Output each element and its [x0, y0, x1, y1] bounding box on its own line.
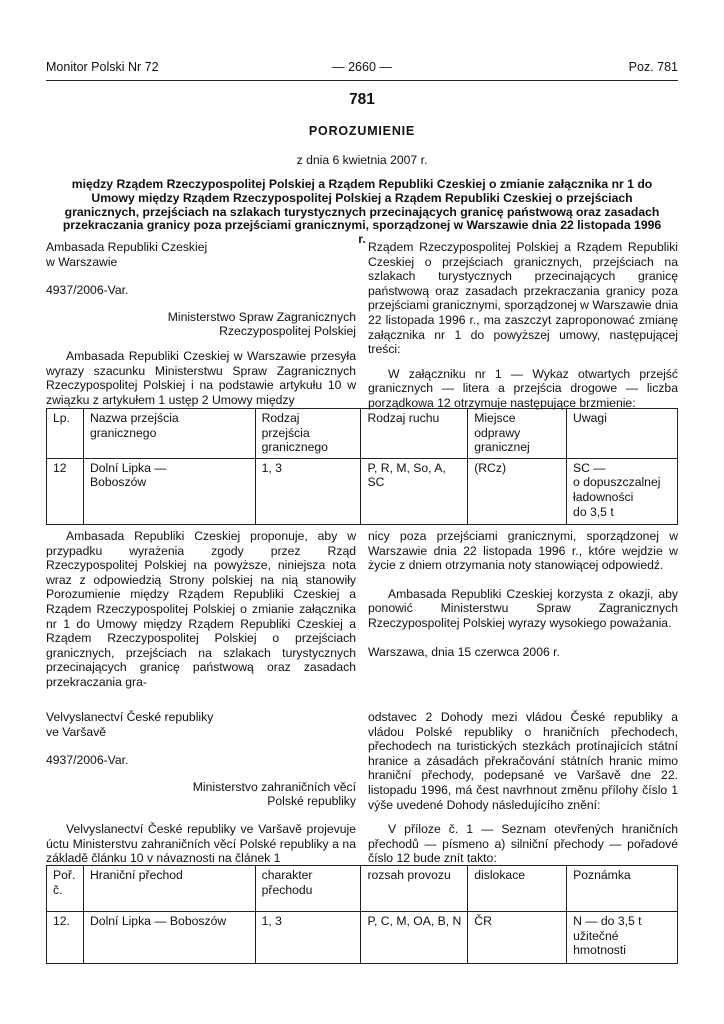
table-header-cell: rozsah provozu	[361, 866, 468, 912]
polish-paragraph-2: W załączniku nr 1 — Wykaz otwartych przejść granicznych — litera a przejścia drogowe — liczba porządkowa 12 otrzymuje następujące brzmienie:	[368, 366, 678, 410]
table-header-cell: Poznámka	[567, 866, 678, 912]
table-header-cell: Hraniční přechod	[83, 866, 255, 912]
polish-crossing-table	[46, 408, 678, 525]
polish-note-right-column	[368, 240, 678, 411]
table-row	[47, 912, 678, 964]
polish-paragraph-3b: nicy poza przejściami granicznymi, sporządzonej w Warszawie dnia 22 listopada 1996 r., które wejdzie w życie z dniem otrzymania noty stanowiącej odpowiedź.	[368, 529, 678, 573]
table-cell: N — do 3,5 t užitečné hmotnosti	[567, 912, 678, 964]
czech-reference: 4937/2006-Var.	[46, 753, 129, 768]
table-cell: ČR	[468, 912, 567, 964]
czech-paragraph-1b: odstavec 2 Dohody mezi vládou České republiky a vládou Polské republiky o hraničních přechodech, přechodech na turistických stezkách protínajících státní hranice a zásadách překračování státních hranic mimo hraniční přechody, podepsané ve Varšavě dne 22. listopadu 1996, má čest navrhnout změnu přílohy číslo 1 výše uvedené Dohody následujícího znění:	[368, 710, 678, 812]
polish-addressee: Ministerstwo Spraw Zagranicznych Rzeczypospolitej Polskiej	[167, 309, 356, 339]
table-header-row	[47, 866, 678, 912]
table-header-cell: Nazwa przejścia granicznego	[83, 409, 255, 459]
document-subtitle: między Rządem Rzeczypospolitej Polskiej a Rządem Republiki Czeskiej o zmianie załącznika nr 1 do Umowy między Rządem Rzeczypospolitej Polskiej a Rządem Republiki Czeskiej o przejściach granicznych, przejściach na szlakach turystycznych przecinających granicę państwową oraz zasadach przekraczania granicy poza przejściami granicznymi, sporządzonej w Warszawie dnia 22 listopada 1996 r.	[62, 177, 662, 247]
running-header-right: Poz. 781	[628, 60, 678, 74]
table-header-cell: Uwagi	[567, 409, 678, 459]
table-header-cell: Poř. č.	[47, 866, 84, 912]
polish-reference: 4937/2006-Var.	[46, 283, 129, 298]
table-cell: SC — o dopuszczalnej ładowności do 3,5 t	[567, 458, 678, 524]
czech-paragraph-2: V příloze č. 1 — Seznam otevřených hraničních přechodů — písmeno a) silniční přechody — pořadové číslo 12 bude znít takto:	[368, 822, 678, 866]
document-title: POROZUMIENIE	[308, 124, 416, 138]
czech-note-right-column	[368, 710, 678, 866]
polish-place-date: Warszawa, dnia 15 czerwca 2006 r.	[368, 644, 560, 659]
table-header-cell: Lp.	[47, 409, 84, 459]
table-cell: (RCz)	[468, 458, 567, 524]
czech-paragraph-1a: Velvyslanectví České republiky ve Varšavě projevuje úctu Ministerstvu zahraničních věcí Polské republiky a na základě článku 10 v návaznosti na článek 1	[46, 821, 356, 866]
header-rule	[46, 80, 678, 81]
czech-crossing-table	[46, 865, 678, 964]
document-date: z dnia 6 kwietnia 2007 r.	[296, 153, 428, 167]
czech-addressee: Ministerstvo zahraničních věcí Polské republiky	[192, 779, 356, 809]
czech-sender: Velvyslanectví České republiky ve Varšavě	[46, 710, 214, 739]
table-header-cell: Rodzaj ruchu	[361, 409, 468, 459]
running-header-left: Monitor Polski Nr 72	[46, 60, 159, 74]
position-number: 781	[349, 91, 375, 108]
table-cell: 12	[47, 458, 84, 524]
polish-note-lower-right	[368, 529, 678, 659]
polish-paragraph-1a: Ambasada Republiki Czeskiej w Warszawie przesyła wyrazy szacunku Ministerstwu Spraw Zagranicznych Rzeczypospolitej Polskiej i na podstawie artykułu 10 w związku z artykułem 1 ustęp 2 Umowy między	[46, 348, 356, 407]
table-header-cell: Miejsce odprawy granicznej	[468, 409, 567, 459]
table-header-cell: Rodzaj przejścia granicznego	[255, 409, 361, 459]
table-row	[47, 458, 678, 524]
polish-sender: Ambasada Republiki Czeskiej w Warszawie	[46, 240, 208, 269]
table-cell: 1, 3	[255, 912, 361, 964]
table-cell: Dolní Lipka — Boboszów	[83, 912, 255, 964]
table-cell: Dolní Lipka — Boboszów	[83, 458, 255, 524]
table-cell: 12.	[47, 912, 84, 964]
polish-paragraph-1b: Rządem Rzeczypospolitej Polskiej a Rządem Republiki Czeskiej o przejściach granicznych, przejściach na szlakach turystycznych przecinających granicę państwową oraz zasadach przekraczania granicy poza przejściami granicznymi, sporządzonej w Warszawie dnia 22 listopada 1996 r., ma zaszczyt zaproponować zmianę załącznika nr 1 do powyższej umowy, następującej treści:	[368, 240, 678, 357]
polish-note-left-column	[46, 240, 356, 407]
table-header-cell: charakter přechodu	[255, 866, 361, 912]
czech-note-left-column	[46, 710, 356, 866]
table-cell: P, C, M, OA, B, N	[361, 912, 468, 964]
table-header-row	[47, 409, 678, 459]
polish-paragraph-3a: Ambasada Republiki Czeskiej proponuje, aby w przypadku wyrażenia zgody przez Rząd Rzeczypospolitej Polskiej na powyższe, niniejsza nota wraz z odpowiedzią Strony polskiej na nią stanowiły Porozumienie między Rządem Republiki Czeskiej a Rządem Rzeczypospolitej Polskiej o zmianie załącznika nr 1 do Umowy między Rządem Republiki Czeskiej a Rządem Rzeczypospolitej Polskiej o przejściach granicznych, przejściach na szlakach turystycznych przecinających granicę państwową oraz zasadach przekraczania gra-	[46, 529, 356, 689]
polish-paragraph-4: Ambasada Republiki Czeskiej korzysta z okazji, aby ponowić Ministerstwu Spraw Zagranicznych Rzeczypospolitej Polskiej wyrazy wysokiego poważania.	[368, 586, 678, 630]
page-number: — 2660 —	[332, 60, 392, 74]
table-header-cell: dislokace	[468, 866, 567, 912]
polish-note-lower-left	[46, 529, 356, 690]
table-cell: P, R, M, So, A, SC	[361, 458, 468, 524]
table-cell: 1, 3	[255, 458, 361, 524]
